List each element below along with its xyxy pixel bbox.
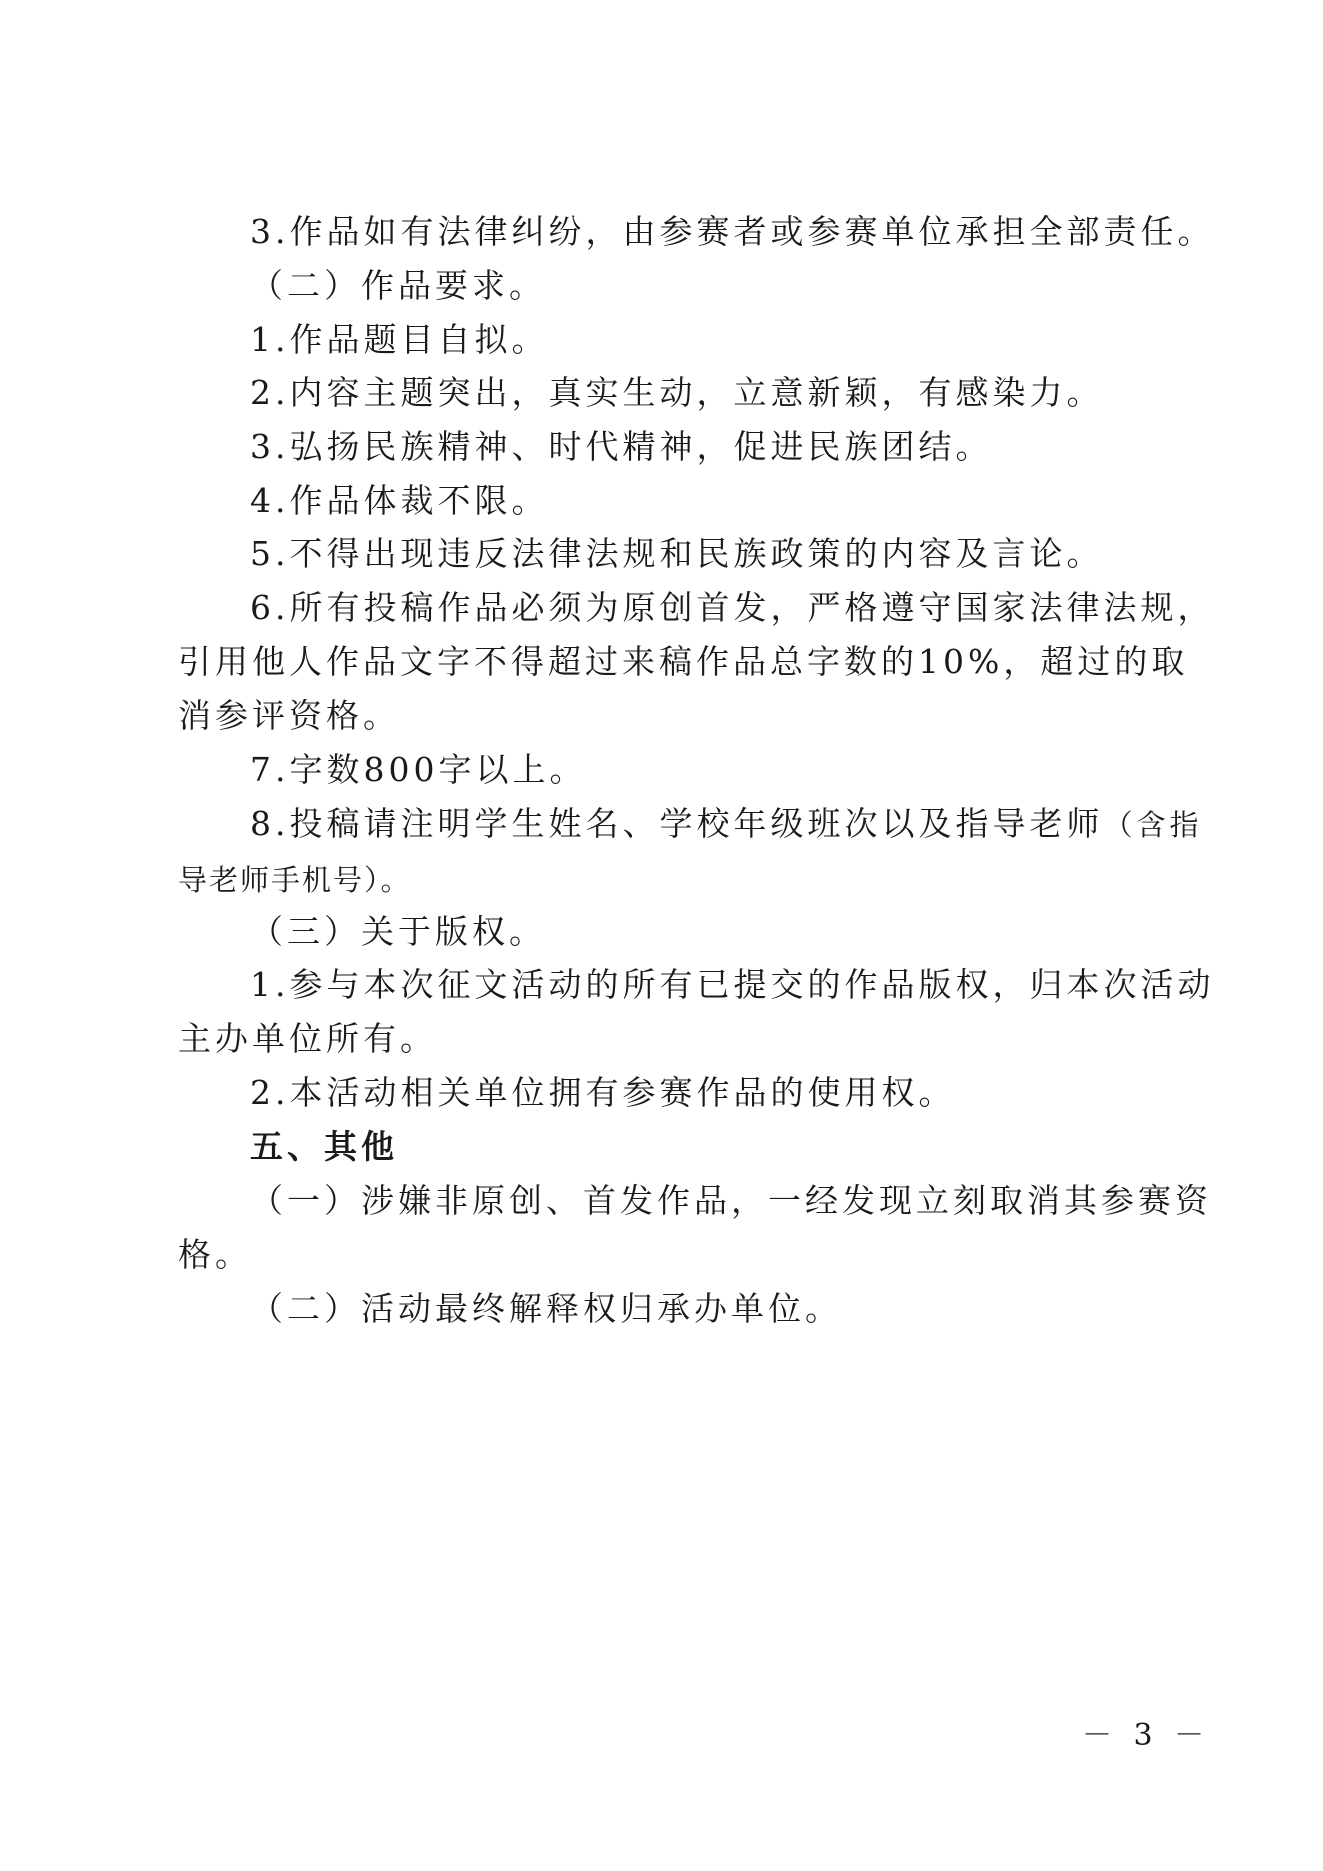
chapter-heading: 五、其他 [250,1127,398,1166]
section-heading: （二）作品要求。 [250,266,546,305]
paragraph-line: 7.字数800字以上。 [250,750,587,789]
section-heading: （三）关于版权。 [250,912,546,951]
paragraph-line: 6.所有投稿作品必须为原创首发，严格遵守国家法律法规， [250,588,1215,627]
paragraph-line: 引用他人作品文字不得超过来稿作品总字数的10%，超过的取 [178,642,1189,681]
paragraph-line: 主办单位所有。 [178,1019,437,1058]
paragraph-line: 1.作品题目自拟。 [250,320,549,359]
paragraph-line [250,804,1203,845]
paragraph-text-small: （含指 [1103,808,1203,842]
paragraph-line: 2.本活动相关单位拥有参赛作品的使用权。 [250,1073,956,1112]
paragraph-line: 格。 [178,1235,252,1274]
paragraph-line: 2.内容主题突出，真实生动，立意新颖，有感染力。 [250,373,1104,412]
paragraph-line: 消参评资格。 [178,696,400,735]
paragraph-line: 导老师手机号）。 [178,863,412,897]
paragraph-line: （二）活动最终解释权归承办单位。 [250,1289,842,1328]
paragraph-line: 1.参与本次征文活动的所有已提交的作品版权，归本次活动 [250,965,1215,1004]
page-number: － 3 － [1082,1718,1211,1753]
paragraph-line: 5.不得出现违反法律法规和民族政策的内容及言论。 [250,534,1104,573]
paragraph-line: 3.弘扬民族精神、时代精神，促进民族团结。 [250,427,993,466]
paragraph-text: 8.投稿请注明学生姓名、学校年级班次以及指导老师 [250,804,1104,843]
paragraph-line: （一）涉嫌非原创、首发作品，一经发现立刻取消其参赛资 [250,1181,1212,1220]
paragraph-line: 3.作品如有法律纠纷，由参赛者或参赛单位承担全部责任。 [250,212,1215,251]
paragraph-line: 4.作品体裁不限。 [250,481,549,520]
